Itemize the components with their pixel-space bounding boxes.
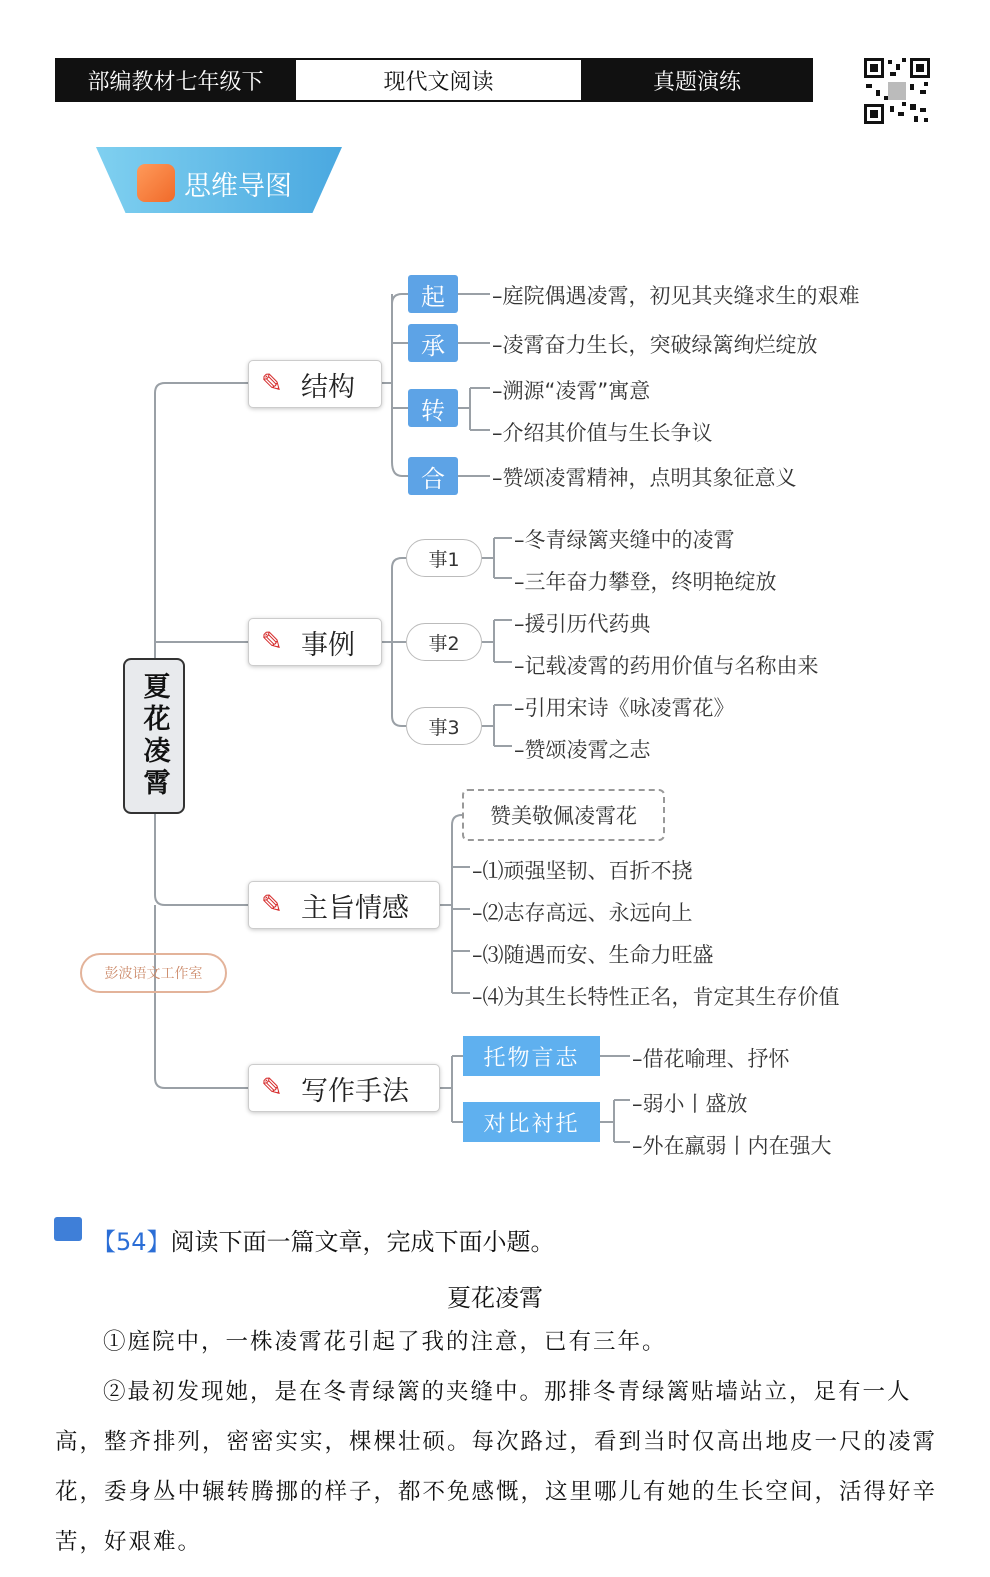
paragraph: ①庭院中，一株凌霄花引起了我的注意，已有三年。 xyxy=(103,1329,667,1355)
example-item: –记载凌霄的药用价值与名称由来 xyxy=(514,654,819,678)
structure-item: –庭院偶遇凌霄，初见其夹缝求生的艰难 xyxy=(492,284,860,308)
event-2: 事2 xyxy=(406,623,482,661)
example-item: –三年奋力攀登，终明艳绽放 xyxy=(514,570,777,594)
technique-item: –借花喻理、抒怀 xyxy=(632,1047,790,1071)
branch-label: 主旨情感 xyxy=(301,892,409,924)
theme-item: –⑵志存高远、永远向上 xyxy=(472,901,693,925)
event-1: 事1 xyxy=(406,539,482,577)
mindmap-root: 夏花凌霄 xyxy=(123,658,185,814)
header-section: 真题演练 xyxy=(583,60,811,100)
technique-tag: 托物言志 xyxy=(463,1036,600,1076)
header-grade: 部编教材七年级下 xyxy=(57,60,294,100)
theme-item: –⑶随遇而安、生命力旺盛 xyxy=(472,943,714,967)
branch-technique xyxy=(248,1064,440,1112)
theme-item: –⑴顽强坚韧、百折不挠 xyxy=(472,859,693,883)
pencil-icon: ✎ xyxy=(261,627,283,657)
pencil-icon: ✎ xyxy=(261,890,283,920)
tag-zhuan: 转 xyxy=(408,389,458,427)
paragraph: ②最初发现她，是在冬青绿篱的夹缝中。那排冬青绿篱贴墙站立，足有一人高，整齐排列，密密实实，棵棵壮硕。每次路过，看到当时仅高出地皮一尺的凌霄花，委身丛中辗转腾挪的样子，都不免感慨，这里哪儿有她的生长空间，活得好辛苦，好艰难。 xyxy=(55,1379,938,1555)
branch-label: 事例 xyxy=(301,629,355,661)
bookmark-icon xyxy=(54,1217,82,1241)
technique-tag: 对比衬托 xyxy=(463,1102,600,1142)
technique-item: –外在羸弱丨内在强大 xyxy=(632,1134,832,1158)
branch-theme xyxy=(248,881,440,929)
example-item: –赞颂凌霄之志 xyxy=(514,738,651,762)
theme-item: –⑷为其生长特性正名，肯定其生存价值 xyxy=(472,985,840,1009)
example-item: –援引历代药典 xyxy=(514,612,651,636)
tag-he: 合 xyxy=(408,457,458,495)
theme-head: 赞美敬佩凌霄花 xyxy=(462,789,665,841)
tag-cheng: 承 xyxy=(408,324,458,362)
mindmap-badge-label: 思维导图 xyxy=(184,171,292,202)
technique-item: –弱小丨盛放 xyxy=(632,1092,748,1116)
question-number: 【54】 xyxy=(92,1228,171,1256)
branch-label: 写作手法 xyxy=(301,1075,409,1107)
question-line xyxy=(92,1222,555,1257)
branch-structure xyxy=(248,360,382,408)
structure-item: –凌霄奋力生长，突破绿篱绚烂绽放 xyxy=(492,333,818,357)
example-item: –引用宋诗《咏凌霄花》 xyxy=(514,696,735,720)
header-subject: 现代文阅读 xyxy=(294,60,583,100)
pencil-icon: ✎ xyxy=(261,1073,283,1103)
structure-item: –介绍其价值与生长争议 xyxy=(492,421,713,445)
tag-qi: 起 xyxy=(408,275,458,313)
event-3: 事3 xyxy=(406,707,482,745)
structure-item: –赞颂凌霄精神，点明其象征意义 xyxy=(492,466,797,490)
question-prompt: 阅读下面一篇文章，完成下面小题。 xyxy=(170,1228,555,1256)
structure-item: –溯源“凌霄”寓意 xyxy=(492,379,651,403)
pencil-icon: ✎ xyxy=(261,369,283,399)
article-title: 夏花凌霄 xyxy=(447,1284,543,1312)
example-item: –冬青绿篱夹缝中的凌霄 xyxy=(514,528,735,552)
studio-stamp: 彭波语文工作室 xyxy=(80,953,227,993)
branch-examples xyxy=(248,618,382,666)
branch-label: 结构 xyxy=(301,371,355,403)
